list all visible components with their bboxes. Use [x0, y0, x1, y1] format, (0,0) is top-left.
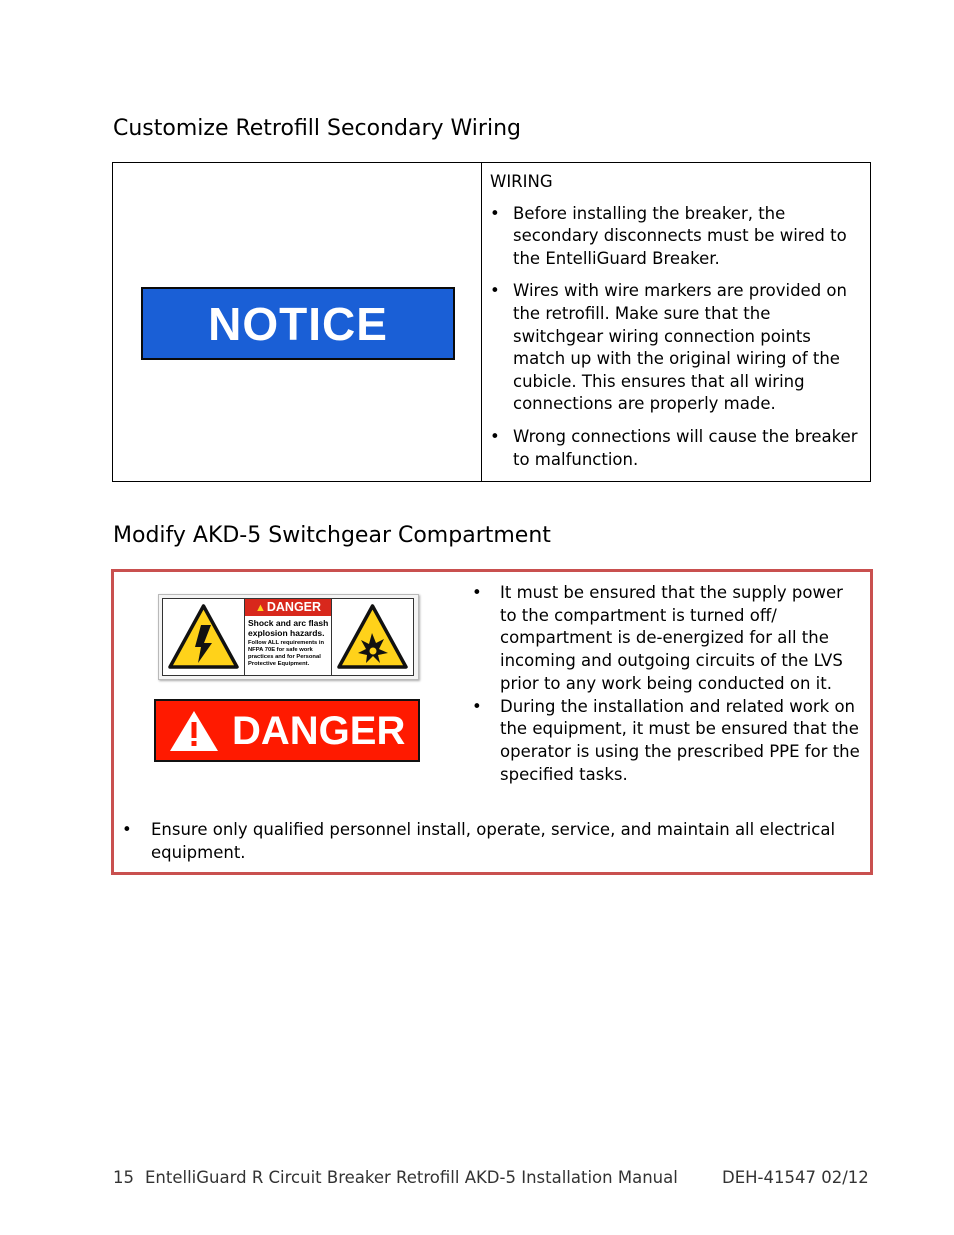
- shock-hazard-icon: [167, 603, 240, 671]
- notice-sign: [141, 287, 455, 360]
- bullet-glyph: •: [490, 203, 500, 223]
- notice-label: NOTICE: [208, 297, 388, 350]
- danger-label-text-panel: [244, 598, 332, 676]
- bullet-glyph: •: [472, 583, 482, 602]
- label-instruction-text: Follow ALL requirements in NFPA 70E for safe work practices and for Personal Protective Equipment.: [248, 640, 325, 668]
- list-item: • Wrong connections will cause the breaker to malfunction.: [490, 426, 858, 469]
- bullet-glyph: •: [490, 426, 500, 446]
- footer-document-id: DEH-41547 02/12: [722, 1168, 869, 1187]
- arc-flash-panel: [331, 598, 414, 676]
- table-divider: [481, 163, 482, 481]
- danger-banner-label: DANGER: [232, 709, 406, 753]
- wiring-text-cell: [490, 171, 865, 481]
- section-heading-modify-compartment: Modify AKD-5 Switchgear Compartment: [113, 523, 551, 548]
- label-header: ▲DANGER: [245, 599, 331, 616]
- footer-page-number: 15: [113, 1168, 134, 1187]
- wiring-bullet-list: [490, 203, 865, 472]
- danger-hazard-label: [158, 594, 419, 680]
- danger-bullet-list: [472, 582, 862, 786]
- footer-manual-title: EntelliGuard R Circuit Breaker Retrofill AKD-5 Installation Manual: [145, 1168, 678, 1187]
- danger-banner-sign: [154, 699, 420, 762]
- wiring-heading: WIRING: [490, 172, 553, 191]
- danger-warning-box: [111, 569, 873, 875]
- list-item: • Before installing the breaker, the secondary disconnects must be wired to the EntelliGuard Breaker.: [490, 203, 847, 268]
- bullet-glyph: •: [472, 696, 482, 716]
- danger-text-cell: [472, 582, 862, 786]
- small-warning-icon: ▲: [254, 602, 266, 614]
- list-item: • Wires with wire markers are provided on the retrofill. Make sure that the switchgear wiring connection points match up with the original wiring of the cubicle. This ensures that all wiring connections are properly made.: [490, 281, 847, 414]
- list-item: • It must be ensured that the supply power to the compartment is turned off/ compartment is de-energized for all the incoming and outgoing circuits of the LVS prior to any work being conducted on it.: [472, 583, 843, 693]
- arc-flash-explosion-icon: [336, 603, 409, 671]
- bullet-glyph: •: [490, 281, 500, 301]
- wiring-notice-table: [112, 162, 871, 482]
- section-heading-customize-wiring: Customize Retrofill Secondary Wiring: [113, 116, 521, 141]
- list-item: • During the installation and related work on the equipment, it must be ensured that the operator is using the prescribed PPE for the specified tasks.: [472, 696, 860, 784]
- bullet-glyph: •: [122, 820, 132, 839]
- qualified-personnel-bullet: [122, 819, 862, 864]
- label-hazard-text: Shock and arc flash explosion hazards.: [248, 618, 329, 638]
- qualified-personnel-text: Ensure only qualified personnel install, operate, service, and maintain all electrical equipment.: [151, 820, 836, 862]
- shock-hazard-panel: [162, 598, 245, 676]
- warning-triangle-icon: [168, 709, 220, 753]
